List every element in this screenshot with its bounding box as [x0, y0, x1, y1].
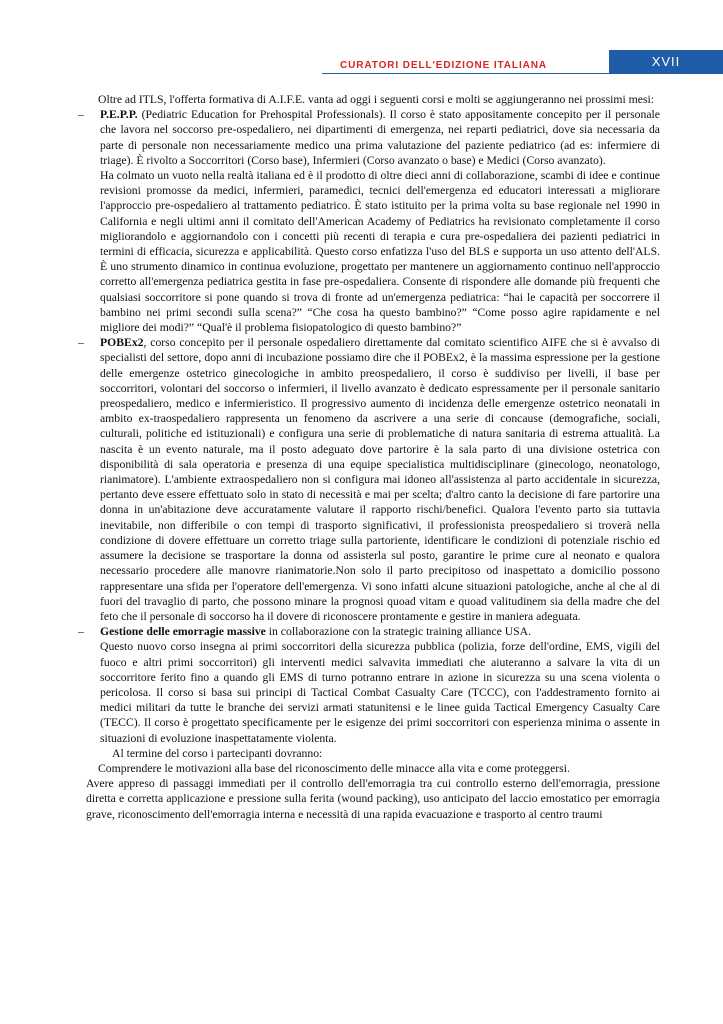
- page-number-badge: XVII: [609, 50, 723, 74]
- pepp-text: (Pediatric Education for Prehospital Professionals). Il corso è stato appositamente concepito per il personale che lavora nel soccorso pre-ospedaliero, nei dipartimenti di emergenza, nei reparti pediatrici, dove sia necessaria da parte di personale non necessariamente medico una prima valutazione del paziente pediatrico (ad es: infermiere di triage). È rivolto a Soccorritori (Corso base), Infermieri (Corso avanzato o base) e Medici (Corso avanzato).: [100, 108, 660, 167]
- pobex2-text: , corso concepito per il personale ospedaliero direttamente dal comitato scientifico AIFE che si è avvalso di specialisti del settore, dopo anni di incubazione possiamo dire che il POBEx2, è la massima espressione per la gestione delle emergenze ostetrico ginecologiche in ambito preospedaliero, il corso è suddiviso per livelli, il base per soccorritori, volontari del soccorso o infermieri, il livello avanzato è dedicato espressamente per il personale sanitario preospedaliero, medico e infermieristico. Il progressivo aumento di incidenza delle emergenze ostetrico neonatali in ambito ex-traospedaliero rappresenta un fenomeno da ascrivere a una serie di concause (demografiche, sociali, culturali, politiche ed istituzionali) e configura una serie di problematiche di natura sanitaria di estrema attualità. La nascita è un evento naturale, ma il posto adeguato dove partorire è la sala parto di una divisione ostetrica con disponibilità di sala operatoria e presenza di una equipe specialistica multidisciplinare (ginecologo, neonatologo, rianimatore). L'ambiente extraospedaliero non si configura mai idoneo all'assistenza al parto accidentale in sicurezza, pertanto deve essere effettuato solo in stato di necessità e mai per scelta; d'altro canto la decisione di fare partorire una donna in un'abitazione deve accuratamente valutare il rapporto rischi/benefici. Qualora l'evento parto sia tuttavia inevitabile, non differibile o con tempi di trasporto significativi, il professionista preospedaliero si troverà nella condizione di dovere effettuare un corretto triage sulla partoriente, identificare le condizioni di potenziale rischio ed assumere la decisione se trasportare la donna od assisterla sul posto, garantire le prime cure al neonato e qualora necessario procedere alle manovre rianimatorie.Non solo il parto precipitoso od inaspettato a domicilio possono rappresentare una sfida per l'operatore dell'emergenza. Vi sono infatti alcune situazioni patologiche, anche al che al di fuori del travaglio di parto, che possono minare la prognosi quoad vitam e quoad valitudinem sia della madre che del feto che il personale di soccorso ha il dovere di riconoscere prontamente e gestire in maniera adeguata.: [100, 336, 660, 623]
- pobex2-title: POBEx2: [100, 336, 144, 350]
- list-item-pobex2: [78, 335, 660, 624]
- course-list: [78, 107, 660, 761]
- list-item-pepp: [78, 107, 660, 335]
- intro-paragraph: Oltre ad ITLS, l'offerta formativa di A.I.F.E. vanta ad oggi i seguenti corsi e molti se aggiungeranno nei prossimi mesi:: [98, 93, 654, 106]
- emorragie-title: Gestione delle emorragie massive: [100, 625, 266, 639]
- pobex2-paragraph: [100, 335, 660, 624]
- emorragie-paragraph-3: Al termine del corso i partecipanti dovranno:: [112, 746, 323, 760]
- list-item-emorragie: [78, 624, 660, 761]
- pepp-paragraph-2: Ha colmato un vuoto nella realtà italiana ed è il prodotto di oltre dieci anni di collaborazione, scambi di idee e continue revisioni promosse da medici, infermieri, paramedici, tecnici dell'emergenza ed educatori interessati a migliorare l'approccio pre-ospedaliero al trattamento pediatrico. È stato istituito per la prima volta su base regionale nel 1990 in California e negli ultimi anni il comitato dell'American Academy of Pediatrics ha revisionato completamente il corso migliorandolo e aggiornandolo con i concetti più recenti di terapia e cura pre-ospedaliera dei pazienti pediatrici in termini di efficacia, sicurezza e applicabilità. Questo corso enfatizza l'uso del BLS e supporta un uso attento dell'ALS. È uno strumento dinamico in continua evoluzione, progettato per mantenere un aggiornamento continuo nell'approccio corretto all'emergenza pediatrica gestita in fase pre-ospedaliera. Consente di rispondere alle domande più frequenti che qualsiasi soccorritore si pone quando si trova di fronte ad un'emergenza pediatrica: “hai le capacità per soccorrere il bambino nei primi secondi sulla scena?” “Che cosa ha questo bambino?” “Come posso agire rapidamente e nel migliore dei modi?” “Qual'è il problema fisiopatologico di questo bambino?”: [100, 169, 660, 335]
- pepp-paragraph: [100, 107, 660, 168]
- outro-paragraph-1: Comprendere le motivazioni alla base del riconoscimento delle minacce alla vita e come proteggersi.: [98, 761, 570, 775]
- page-body: [78, 92, 660, 822]
- emorragie-paragraph: [100, 624, 660, 639]
- running-header-title: CURATORI DELL'EDIZIONE ITALIANA: [340, 60, 547, 71]
- pepp-title: P.E.P.P.: [100, 108, 138, 122]
- emorragie-text: in collaborazione con la strategic training alliance USA.: [265, 625, 532, 639]
- list-dash: –: [78, 336, 84, 350]
- list-dash: –: [78, 625, 84, 639]
- emorragie-paragraph-2: Questo nuovo corso insegna ai primi soccorritori della sicurezza pubblica (polizia, forze dell'ordine, EMS, vigili del fuoco e altri primi soccorritori) gli interventi medici salvavita immediati che aiuteranno a salvare la vita di un soccorritore ferito fino a quando gli EMS di turno potranno entrare in azione in sicurezza su una scena violenta o pericolosa. Il corso si basa sui principi di Tactical Combat Casualty Care (TCCC), con l'addestramento fornito ai medici militari da tutte le branche dei servizi armati statunitensi e le linee guida Tactical Emergency Casualty Care (TECC). Il corso è progettato specificamente per le esigenze dei primi soccorritori con esperienza minima o assente in situazioni di evoluzione inaspettatamente violenta.: [100, 640, 660, 745]
- outro-paragraph-2: Avere appreso di passaggi immediati per il controllo dell'emorragia tra cui controllo esterno dell'emorragia, pressione diretta e corretta applicazione e pressione sulla ferita (wound packing), uso anticipato del laccio emostatico per emorragia grave, riconoscimento dell'emorragia interna e necessità di una rapida evacuazione e trasporto al centro traumi: [86, 777, 660, 821]
- list-dash: –: [78, 108, 84, 122]
